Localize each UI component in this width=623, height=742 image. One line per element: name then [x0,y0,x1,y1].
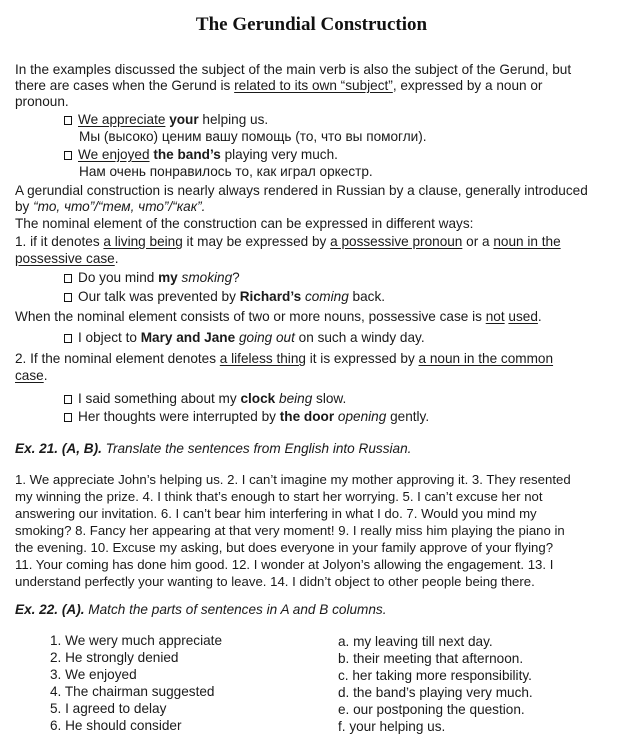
text: When the nominal element consists of two or more nouns, possessive case is [15,309,486,324]
example-door-opening [64,409,429,425]
text: it may be expressed by [182,234,331,249]
column-b-item: a. my leaving till next day. [338,634,493,649]
page-title: The Gerundial Construction [195,14,428,35]
underlined-verb: We appreciate [78,112,166,127]
para2-line-5 [15,251,119,267]
column-a-item: 5. I agreed to delay [50,701,167,716]
intro-line-2 [15,78,542,94]
exercise-21-line-3: answering our invitation. 6. I can’t bear him interfering in what I do. 7. Would you mind my [15,506,537,521]
underlined-phrase: noun in the [493,234,561,249]
para4-line-2 [15,368,48,384]
text: by [15,199,34,214]
column-a-item: 4. The chairman suggested [50,684,215,699]
bold-word: the band’s [153,147,221,162]
underlined-phrase: a lifeless thing [219,351,306,366]
exercise-21-line-7: understand perfectly your wanting to leave. 14. I didn’t object to other people being there. [15,574,535,589]
exercise-instruction: Translate the sentences from English into Russian. [101,441,412,456]
column-b-item: d. the band’s playing very much. [338,685,533,700]
underlined-word: not [485,309,505,324]
column-b-item: c. her taking more responsibility. [338,668,532,683]
italic-gerund: opening [337,409,387,424]
text: gently. [386,409,430,424]
checkbox-bullet-icon [64,293,72,302]
column-a-item: 1. We wery much appreciate [50,633,223,648]
column-a-item: 6. He should consider [50,718,182,733]
para2-line-2 [15,199,205,215]
text: 1. if it denotes [15,234,104,249]
bold-words: Mary and Jane [140,330,236,345]
text: slow. [312,391,347,406]
exercise-21-line-4: smoking? 8. Fancy her appearing at that very moment! 9. I really miss him playing the piano in [15,523,565,538]
text: ? [232,270,240,285]
text: Our talk was prevented by [78,289,240,304]
text: playing very much. [220,147,338,162]
underlined-verb: We enjoyed [78,147,150,162]
text: Do you mind [78,270,159,285]
text: on such a windy day. [294,330,425,345]
example-mind-smoking [64,270,240,286]
exercise-number: Ex. 22. (A). [15,602,85,617]
checkbox-bullet-icon [64,151,72,160]
para2-line-3: The nominal element of the construction can be expressed in different ways: [15,216,474,231]
text: back. [348,289,386,304]
underlined-word: case [15,368,44,383]
exercise-number: Ex. 21. (A, B). [15,441,102,456]
bold-word: your [169,112,199,127]
underlined-phrase: a noun in the common [418,351,554,366]
exercise-21-line-2: my winning the prize. 4. I think that’s enough to start her worrying. 5. I can’t excuse her not [15,489,543,504]
text: or a [462,234,494,249]
exercise-22-heading [15,602,387,618]
checkbox-bullet-icon [64,116,72,125]
text: I said something about my [78,391,241,406]
text: , expressed by a noun or [392,78,543,93]
bold-words: the door [279,409,335,424]
bold-word: clock [240,391,276,406]
column-a-item: 3. We enjoyed [50,667,137,682]
text: I object to [78,330,141,345]
example-we-appreciate [64,112,268,128]
para2-line-1: A gerundial construction is nearly always rendered in Russian by a clause, generally introduced [15,183,588,198]
underlined-phrase: related to its own “subject” [234,78,393,93]
text: . [114,251,119,266]
text: helping us. [198,112,269,127]
underlined-phrase: a living being [103,234,183,249]
checkbox-bullet-icon [64,334,72,343]
text: 2. If the nominal element denotes [15,351,220,366]
exercise-21-line-6: 11. Your coming has done him good. 12. I wonder at Jolyon’s allowing the engagement. 13. I [15,557,554,572]
underlined-phrase: a possessive pronoun [330,234,463,249]
italic-gerund: coming [304,289,349,304]
example-mary-and-jane [64,330,425,346]
exercise-21-line-5: the evening. 10. Excuse my asking, but does everyone in your family approve of your flying? [15,540,554,555]
column-b-item: b. their meeting that afternoon. [338,651,524,666]
example-we-appreciate-translation: Мы (высоко) ценим вашу помощь (то, что вы помогли). [79,129,427,144]
text: Her thoughts were interrupted by [78,409,280,424]
exercise-21-line-1: 1. We appreciate John’s helping us. 2. I can’t imagine my mother approving it. 3. They resented [15,472,571,487]
column-b-item: f. your helping us. [338,719,446,734]
example-we-enjoyed-translation: Нам очень понравилось то, как играл оркестр. [79,164,373,179]
checkbox-bullet-icon [64,274,72,283]
bold-word: Richard’s [239,289,302,304]
text: . [537,309,542,324]
para3-line [15,309,542,325]
checkbox-bullet-icon [64,413,72,422]
text: . [43,368,48,383]
text: there are cases when the Gerund is [15,78,235,93]
checkbox-bullet-icon [64,395,72,404]
example-we-enjoyed [64,147,338,163]
italic-gerund: smoking [181,270,233,285]
intro-line-1: In the examples discussed the subject of the main verb is also the subject of the Gerund, but [15,62,572,77]
bold-word: my [158,270,178,285]
exercise-instruction: Match the parts of sentences in A and B columns. [84,602,387,617]
italic-gerund: being [279,391,313,406]
example-clock-being [64,391,346,407]
column-a-item: 2. He strongly denied [50,650,179,665]
text: it is expressed by [305,351,419,366]
underlined-word: used [508,309,538,324]
para4-line-1 [15,351,553,367]
example-richards-coming [64,289,385,305]
exercise-21-heading [15,441,411,457]
intro-line-3: pronoun. [15,94,69,109]
para2-line-4 [15,234,561,250]
column-b-item: e. our postponing the question. [338,702,525,717]
underlined-phrase: possessive case [15,251,115,266]
italic-phrase: “то, что”/“тем, что”/“как”. [33,199,206,214]
italic-gerund: going out [238,330,295,345]
